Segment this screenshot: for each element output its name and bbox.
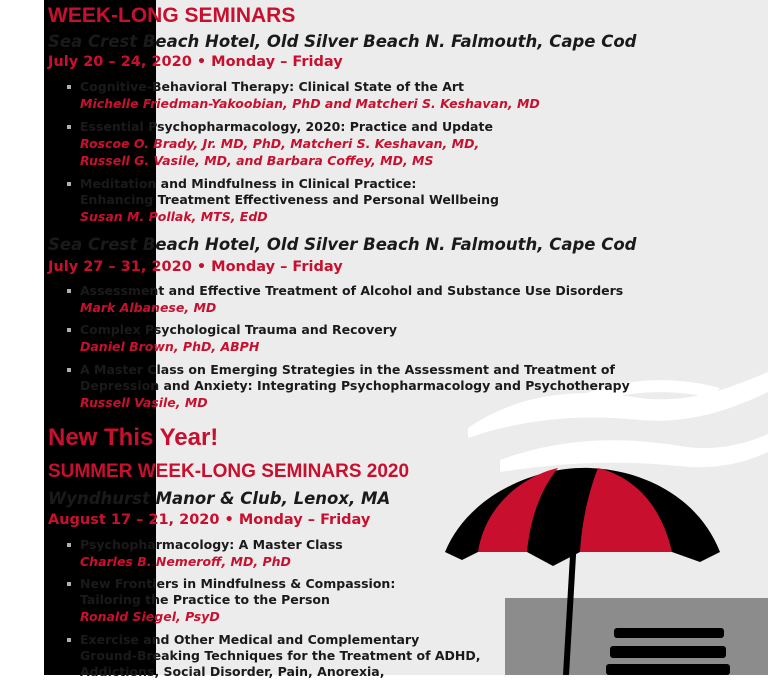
- new-this-year-label: New This Year!: [48, 424, 219, 451]
- dates-line: July 27 – 31, 2020 • Monday – Friday: [48, 259, 343, 275]
- course-title: Complex Psychological Trauma and Recovery: [80, 322, 398, 337]
- course-title: Ground-Breaking Techniques for the Treatment of ADHD,: [80, 648, 481, 663]
- list-item: [80, 119, 680, 169]
- dates-line: August 17 – 21, 2020 • Monday – Friday: [48, 512, 371, 528]
- course-author: Charles B. Nemeroff, MD, PhD: [80, 554, 291, 569]
- list-item: [80, 79, 680, 112]
- list-item: [80, 537, 680, 570]
- course-author: Russell G. Vasile, MD, and Barbara Coffey, MD, MS: [80, 153, 434, 168]
- course-author: Russell Vasile, MD: [80, 395, 208, 410]
- list-item: [80, 283, 680, 316]
- course-author: Daniel Brown, PhD, ABPH: [80, 339, 260, 354]
- course-title: Essential Psychopharmacology, 2020: Practice and Update: [80, 119, 493, 134]
- section-heading: WEEK-LONG SEMINARS: [48, 4, 296, 27]
- course-title: Cognitive-Behavioral Therapy: Clinical State of the Art: [80, 79, 465, 94]
- venue-line: Sea Crest Beach Hotel, Old Silver Beach N. Falmouth, Cape Cod: [48, 235, 637, 254]
- course-title: Depression and Anxiety: Integrating Psychopharmacology and Psychotherapy: [80, 378, 630, 393]
- course-author: Susan M. Pollak, MTS, EdD: [80, 209, 268, 224]
- course-title: Exercise and Other Medical and Complementary: [80, 632, 420, 647]
- course-title: New Frontiers in Mindfulness & Compassion:: [80, 576, 396, 591]
- list-item: [80, 322, 680, 355]
- course-title: Addictions, Social Disorder, Pain, Anorexia,: [80, 664, 385, 679]
- list-item: [80, 362, 680, 411]
- list-item: [80, 176, 680, 225]
- course-title: A Master Class on Emerging Strategies in the Assessment and Treatment of: [80, 362, 615, 377]
- course-author: Michelle Friedman-Yakoobian, PhD and Matcheri S. Keshavan, MD: [80, 96, 540, 111]
- course-title: Assessment and Effective Treatment of Alcohol and Substance Use Disorders: [80, 283, 624, 298]
- course-title: Enhancing Treatment Effectiveness and Personal Wellbeing: [80, 192, 499, 207]
- course-author: Ronald Siegel, PsyD: [80, 609, 220, 624]
- venue-line: Wyndhurst Manor & Club, Lenox, MA: [48, 489, 391, 508]
- course-author: Mark Albanese, MD: [80, 300, 217, 315]
- list-item: [80, 576, 680, 625]
- section-heading: SUMMER WEEK-LONG SEMINARS 2020: [48, 461, 410, 482]
- course-title: Meditation and Mindfulness in Clinical Practice:: [80, 176, 417, 191]
- course-title: Tailoring the Practice to the Person: [80, 592, 330, 607]
- course-author: Roscoe O. Brady, Jr. MD, PhD, Matcheri S. Keshavan, MD,: [80, 136, 480, 151]
- venue-line: Sea Crest Beach Hotel, Old Silver Beach N. Falmouth, Cape Cod: [48, 32, 637, 51]
- course-title: Psychopharmacology: A Master Class: [80, 537, 343, 552]
- dates-line: July 20 – 24, 2020 • Monday – Friday: [48, 54, 343, 70]
- list-item: [80, 632, 680, 680]
